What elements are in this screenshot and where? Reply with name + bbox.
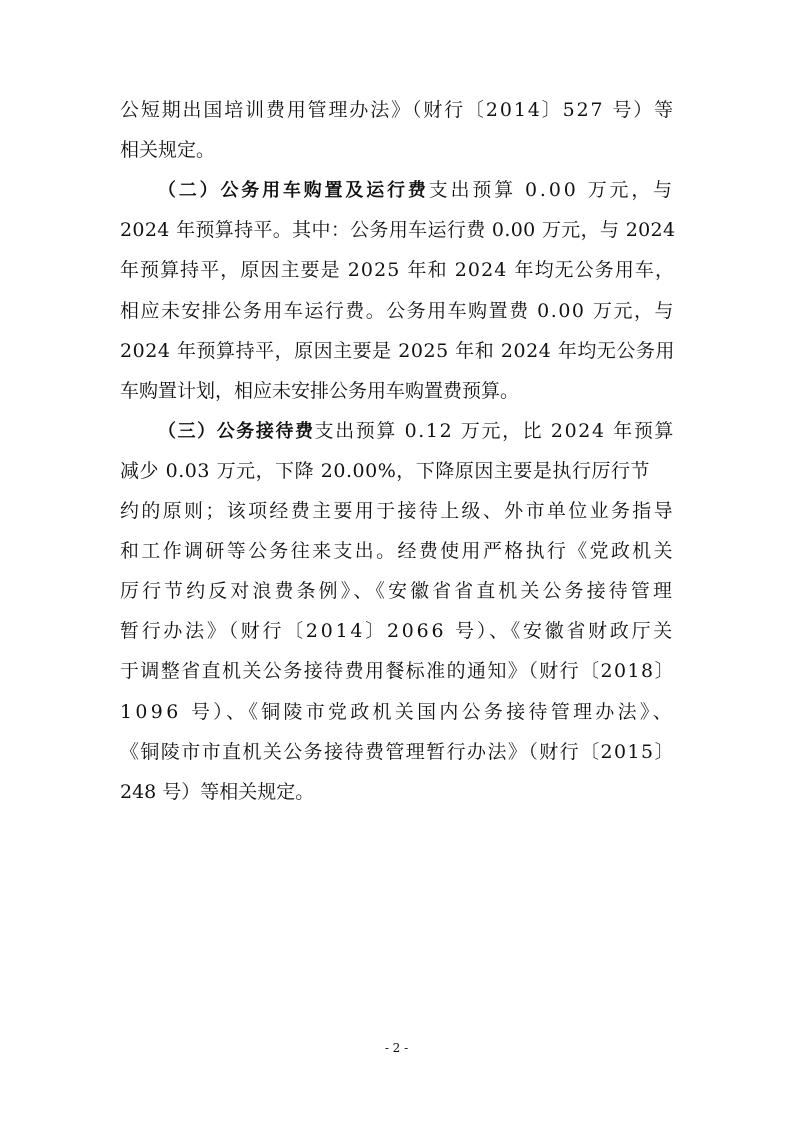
line-text: 相关规定。 bbox=[120, 139, 216, 162]
section-heading: （三）公务接待费 bbox=[158, 420, 315, 442]
text-line bbox=[120, 571, 675, 611]
text-line bbox=[158, 411, 675, 451]
text-line bbox=[120, 250, 675, 290]
line-text: 暂行办法》（财行〔2014〕2066 号）、《安徽省财政厅关 bbox=[120, 620, 676, 643]
text-line bbox=[120, 651, 675, 691]
line-text: 支出预算 0.12 万元，比 2024 年预算 bbox=[314, 419, 676, 442]
text-line bbox=[120, 130, 675, 170]
text-line bbox=[120, 210, 675, 250]
line-text: 车购置计划，相应未安排公务用车购置费预算。 bbox=[120, 379, 520, 402]
line-text: 和工作调研等公务往来支出。经费使用严格执行《党政机关 bbox=[120, 540, 676, 563]
text-line bbox=[120, 90, 675, 130]
line-text: 厉行节约反对浪费条例》、《安徽省省直机关公务接待管理 bbox=[120, 580, 676, 603]
text-line bbox=[120, 371, 675, 411]
text-line bbox=[120, 732, 675, 772]
text-line bbox=[120, 451, 650, 491]
line-text: 公短期出国培训费用管理办法》（财行〔2014〕527 号）等 bbox=[120, 99, 676, 121]
section-heading: （二）公务用车购置及运行费 bbox=[158, 180, 429, 202]
line-text: 减少 0.03 万元，下降 20.00%，下降原因主要是执行厉行节 bbox=[120, 459, 651, 482]
line-text: 1096 号）、《铜陵市党政机关国内公务接待管理办法》、 bbox=[120, 700, 676, 723]
line-text: 约的原则；该项经费主要用于接待上级、外市单位业务指导 bbox=[120, 500, 676, 522]
text-line bbox=[120, 611, 675, 651]
text-line bbox=[120, 531, 675, 571]
text-line bbox=[120, 331, 675, 371]
page-number: - 2 - bbox=[384, 1041, 409, 1055]
line-text: 于调整省直机关公务接待费用餐标准的通知》（财行〔2018〕 bbox=[120, 660, 675, 683]
text-line bbox=[120, 772, 675, 812]
line-text: 2024 年预算持平。其中：公务用车运行费 0.00 万元，与 2024 bbox=[120, 219, 676, 242]
text-line bbox=[120, 692, 675, 732]
line-text: 248 号）等相关规定。 bbox=[120, 780, 315, 803]
line-text: 支出预算 0.00 万元，与 bbox=[428, 179, 675, 202]
line-text: 相应未安排公务用车运行费。公务用车购置费 0.00 万元，与 bbox=[120, 299, 675, 322]
line-text: 《铜陵市市直机关公务接待费管理暂行办法》（财行〔2015〕 bbox=[120, 740, 675, 763]
line-text: 2024 年预算持平，原因主要是 2025 年和 2024 年均无公务用 bbox=[120, 339, 675, 362]
text-line bbox=[158, 170, 675, 210]
line-text: 年预算持平，原因主要是 2025 年和 2024 年均无公务用车， bbox=[120, 259, 676, 282]
text-line bbox=[120, 491, 675, 531]
text-line bbox=[120, 291, 675, 331]
